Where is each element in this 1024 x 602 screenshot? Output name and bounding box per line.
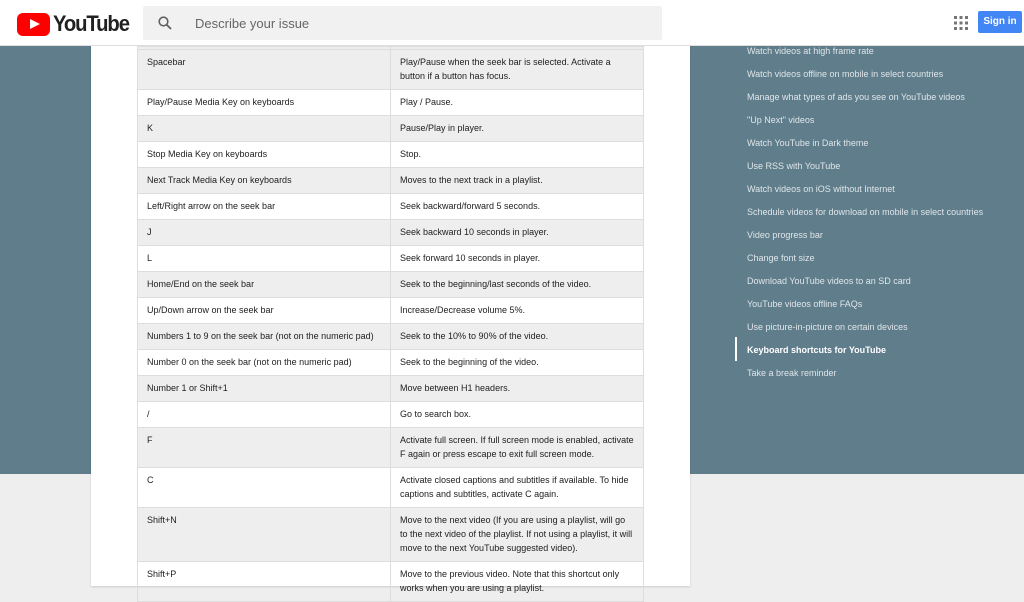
- shortcut-action-cell: Move between H1 headers.: [391, 376, 644, 402]
- shortcut-action-cell: Pause/Play in player.: [391, 116, 644, 142]
- shortcut-action-cell: Seek forward 10 seconds in player.: [391, 246, 644, 272]
- shortcut-action-cell: Activate closed captions and subtitles if available. To hide captions and subtitles, activate C again.: [391, 468, 644, 508]
- article-card: [91, 46, 690, 593]
- sidebar-item[interactable]: Watch YouTube in Dark theme: [747, 138, 869, 148]
- shortcut-action-cell: Activate full screen. If full screen mode is enabled, activate F again or press escape to exit full screen mode.: [391, 428, 644, 468]
- sidebar-item[interactable]: Use RSS with YouTube: [747, 161, 841, 171]
- table-row: [138, 468, 644, 508]
- shortcut-key-cell: Left/Right arrow on the seek bar: [138, 194, 391, 220]
- shortcut-action-cell: Move to the next video (If you are using a playlist, will go to the next video of the playlist. If not using a playlist, it will move to the next YouTube suggested video).: [391, 508, 644, 562]
- table-row: [138, 508, 644, 562]
- shortcut-action-cell: Seek to the beginning/last seconds of the video.: [391, 272, 644, 298]
- table-row: [138, 50, 644, 90]
- shortcut-key-cell: Numbers 1 to 9 on the seek bar (not on the numeric pad): [138, 324, 391, 350]
- shortcut-key-cell: Number 0 on the seek bar (not on the numeric pad): [138, 350, 391, 376]
- table-row: [138, 168, 644, 194]
- shortcut-key-cell: Home/End on the seek bar: [138, 272, 391, 298]
- sidebar-item[interactable]: Manage what types of ads you see on YouTube videos: [747, 92, 965, 102]
- shortcut-action-cell: Seek to the beginning of the video.: [391, 350, 644, 376]
- sidebar-item[interactable]: Use picture-in-picture on certain devices: [747, 322, 908, 332]
- shortcut-key-cell: Play/Pause Media Key on keyboards: [138, 90, 391, 116]
- sidebar-item[interactable]: Watch videos at high frame rate: [747, 46, 874, 56]
- table-row: [138, 350, 644, 376]
- shortcut-action-cell: Increase/Decrease volume 5%.: [391, 298, 644, 324]
- table-row: [138, 562, 644, 602]
- table-row: [138, 272, 644, 298]
- shortcut-key-cell: J: [138, 220, 391, 246]
- sidebar-item[interactable]: Watch videos offline on mobile in select countries: [747, 69, 944, 79]
- table-row: [138, 194, 644, 220]
- table-row: [138, 376, 644, 402]
- sidebar-item[interactable]: Take a break reminder: [747, 368, 837, 378]
- shortcut-key-cell: K: [138, 116, 391, 142]
- sidebar-item[interactable]: Video progress bar: [747, 230, 823, 240]
- shortcut-key-cell: Shift+P: [138, 562, 391, 602]
- search-box[interactable]: [143, 6, 662, 40]
- sidebar-item[interactable]: YouTube videos offline FAQs: [747, 299, 863, 309]
- shortcut-action-cell: Seek backward/forward 5 seconds.: [391, 194, 644, 220]
- shortcut-key-cell: /: [138, 402, 391, 428]
- shortcut-action-cell: Play/Pause when the seek bar is selected. Activate a button if a button has focus.: [391, 50, 644, 90]
- keyboard-shortcuts-table: [137, 46, 644, 602]
- shortcut-action-cell: Stop.: [391, 142, 644, 168]
- table-row: [138, 90, 644, 116]
- shortcut-key-cell: L: [138, 246, 391, 272]
- sidebar-item[interactable]: Download YouTube videos to an SD card: [747, 276, 911, 286]
- apps-grid-icon[interactable]: [954, 16, 968, 30]
- shortcut-key-cell: Stop Media Key on keyboards: [138, 142, 391, 168]
- search-icon[interactable]: [158, 16, 172, 30]
- sidebar-item[interactable]: Change font size: [747, 253, 815, 263]
- shortcut-action-cell: Seek to the 10% to 90% of the video.: [391, 324, 644, 350]
- sidebar-item[interactable]: "Up Next" videos: [747, 115, 815, 125]
- table-row: [138, 428, 644, 468]
- shortcut-action-cell: Seek backward 10 seconds in player.: [391, 220, 644, 246]
- sidebar-item[interactable]: Watch videos on iOS without Internet: [747, 184, 895, 194]
- shortcut-key-cell: Up/Down arrow on the seek bar: [138, 298, 391, 324]
- table-row: [138, 116, 644, 142]
- shortcut-action-cell: Move to the previous video. Note that this shortcut only works when you are using a playlist.: [391, 562, 644, 602]
- top-bar: [0, 0, 1024, 46]
- shortcut-key-cell: F: [138, 428, 391, 468]
- table-row: [138, 402, 644, 428]
- shortcut-action-cell: Moves to the next track in a playlist.: [391, 168, 644, 194]
- related-articles-list: [735, 44, 1015, 389]
- search-input[interactable]: [195, 6, 645, 40]
- shortcut-key-cell: Spacebar: [138, 50, 391, 90]
- table-row: [138, 142, 644, 168]
- shortcut-key-cell: Shift+N: [138, 508, 391, 562]
- table-row: [138, 324, 644, 350]
- shortcut-action-cell: Go to search box.: [391, 402, 644, 428]
- shortcut-key-cell: C: [138, 468, 391, 508]
- sign-in-button[interactable]: Sign in: [978, 11, 1022, 33]
- table-row: [138, 298, 644, 324]
- shortcut-action-cell: Play / Pause.: [391, 90, 644, 116]
- logo-text: YouTube: [53, 11, 129, 36]
- sidebar-item[interactable]: Schedule videos for download on mobile in select countries: [747, 207, 984, 217]
- play-logo-icon: [17, 13, 50, 36]
- sidebar-item-active[interactable]: Keyboard shortcuts for YouTube: [735, 343, 1015, 366]
- table-row: [138, 246, 644, 272]
- youtube-logo[interactable]: [17, 11, 135, 37]
- shortcut-key-cell: Number 1 or Shift+1: [138, 376, 391, 402]
- table-row: [138, 220, 644, 246]
- related-articles-sidebar: [735, 44, 1015, 389]
- shortcut-key-cell: Next Track Media Key on keyboards: [138, 168, 391, 194]
